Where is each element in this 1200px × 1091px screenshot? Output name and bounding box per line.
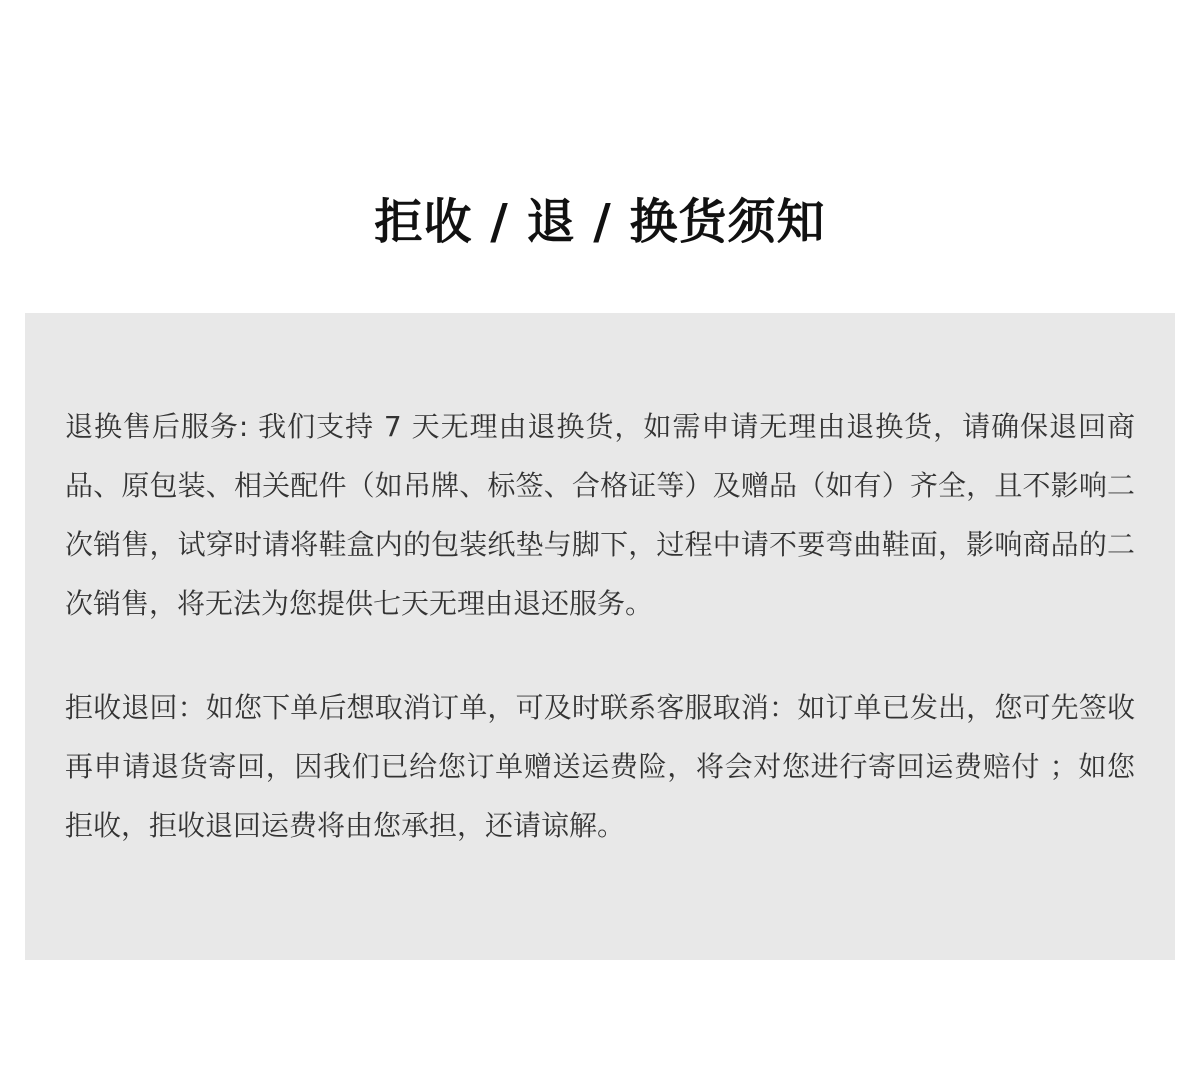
page-title: 拒收 / 退 / 换货须知 — [374, 194, 826, 251]
notice-panel — [25, 313, 1175, 960]
return-exchange-service-paragraph: 退换售后服务: 我们支持 7 天无理由退换货，如需申请无理由退换货，请确保退回商品、原包装、相关配件（如吊牌、标签、合格证等）及赠品（如有）齐全，且不影响二次销售，试穿时请将鞋盒内的包装纸垫与脚下，过程中请不要弯曲鞋面，影响商品的二次销售，将无法为您提供七天无理由退还服务。 — [65, 410, 1135, 620]
refusal-return-paragraph: 拒收退回：如您下单后想取消订单，可及时联系客服取消：如订单已发出，您可先签收再申请退货寄回，因我们已给您订单赠送运费险，将会对您进行寄回运费赔付 ；如您拒收，拒收退回运费将由您承担，还请谅解。 — [65, 691, 1135, 842]
